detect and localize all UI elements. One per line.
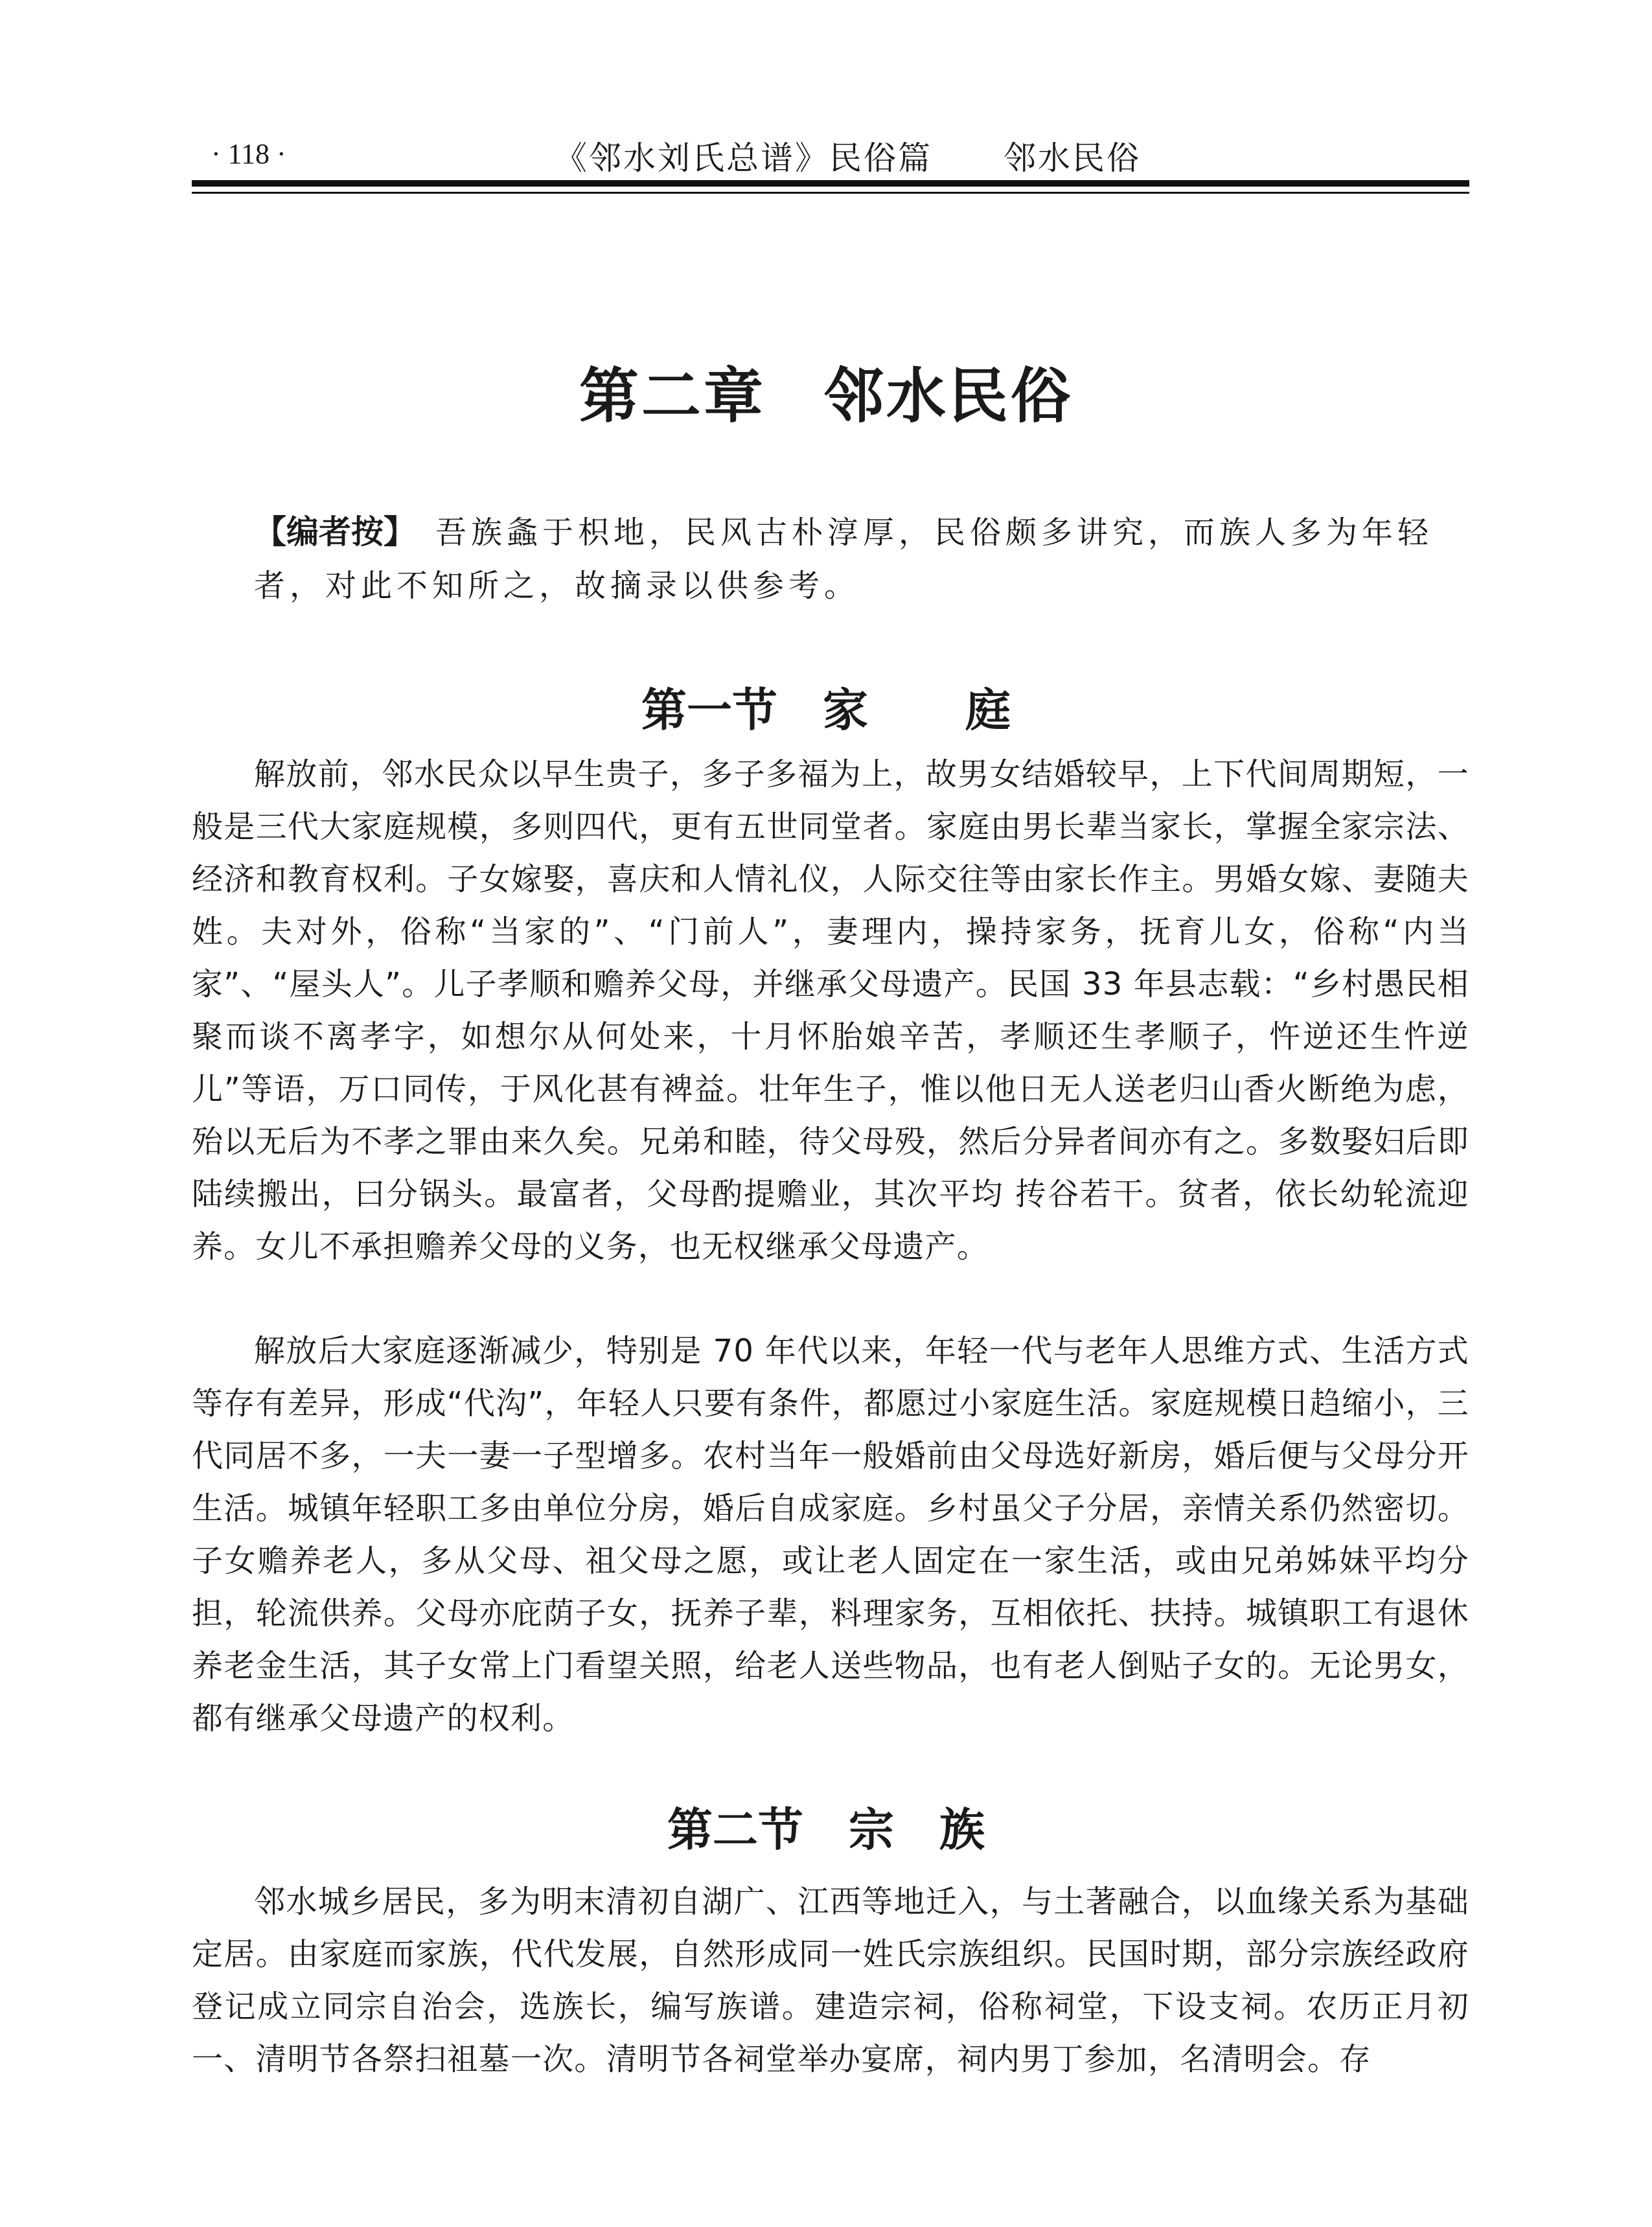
section-title-char: 族 xyxy=(939,1803,985,1856)
book-title: 《邻水刘氏总谱》民俗篇 xyxy=(555,139,932,177)
section-title-char: 庭 xyxy=(965,684,1011,737)
chapter-title: 邻水民俗 xyxy=(824,362,1073,431)
running-title xyxy=(555,132,1141,179)
section-heading-2 xyxy=(0,1794,1652,1859)
editor-note xyxy=(192,505,1469,612)
editor-note-text: 吾族螽于枳地，民风古朴淳厚，民俗颇多讲究，而族人多为年轻者，对此不知所之，故摘录以供参考。 xyxy=(254,514,1434,604)
running-header xyxy=(192,130,1469,178)
paragraph: 邻水城乡居民，多为明末清初自湖广、江西等地迁入，与土著融合，以血缘关系为基础定居。由家庭而家族，代代发展，自然形成同一姓氏宗族组织。民国时期，部分宗族经政府登记成立同宗自治会，选族长，编写族谱。建造宗祠，俗称祠堂，下设支祠。农历正月初一、清明节各祭扫祖墓一次。清明节各祠堂举办宴席，祠内男丁参加，名清明会。存 xyxy=(192,1884,1469,2077)
header-rule-thin xyxy=(192,192,1469,194)
chapter-number: 第二章 xyxy=(579,362,766,431)
section-number: 第二节 xyxy=(667,1803,803,1856)
section-heading-1 xyxy=(0,674,1652,739)
section-title-char: 家 xyxy=(823,684,868,737)
header-rule-thick xyxy=(192,180,1469,187)
section-number: 第一节 xyxy=(641,684,777,737)
paragraph: 解放后大家庭逐渐减少，特别是 70 年代以来，年轻一代与老年人思维方式、生活方式等存有差异，形成“代沟”，年轻人只要有条件，都愿过小家庭生活。家庭规模日趋缩小，三代同居不多，一夫一妻一子型增多。农村当年一般婚前由父母选好新房，婚后便与父母分开生活。城镇年轻职工多由单位分房，婚后自成家庭。乡村虽父子分居，亲情关系仍然密切。子女赡养老人，多从父母、祖父母之愿，或让老人固定在一家生活，或由兄弟姊妹平均分担，轮流供养。父母亦庇荫子女，抚养子辈，料理家务，互相依托、扶持。城镇职工有退休养老金生活，其子女常上门看望关照，给老人送些物品，也有老人倒贴子女的。无论男女，都有继承父母遗产的权利。 xyxy=(192,1333,1469,1737)
header-section-title: 邻水民俗 xyxy=(1004,139,1141,177)
editor-note-label: 【编者按】 xyxy=(254,513,416,551)
chapter-heading xyxy=(0,349,1652,434)
paragraph: 解放前，邻水民众以早生贵子，多子多福为上，故男女结婚较早，上下代间周期短，一般是三代大家庭规模，多则四代，更有五世同堂者。家庭由男长辈当家长，掌握全家宗法、经济和教育权利。子女嫁娶，喜庆和人情礼仪，人际交往等由家长作主。男婚女嫁、妻随夫姓。夫对外，俗称“当家的”、“门前人”，妻理内，操持家务，抚育儿女，俗称“内当家”、“屋头人”。儿子孝顺和赡养父母，并继承父母遗产。民国 33 年县志载：“乡村愚民相聚而谈不离孝字，如想尔从何处来，十月怀胎娘辛苦，孝顺还生孝顺子，忤逆还生忤逆儿”等语，万口同传，于风化甚有裨益。壮年生子，惟以他日无人送老归山香火断绝为虑，殆以无后为不孝之罪由来久矣。兄弟和睦，待父母殁，然后分异者间亦有之。多数娶妇后即陆续搬出，曰分锅头。最富者，父母酌提赡业，其次平均 抟谷若干。贫者，依长幼轮流迎养。女儿不承担赡养父母的义务，也无权继承父母遗产。 xyxy=(192,756,1469,1265)
page-number: · 118 · xyxy=(211,138,286,170)
section-title-char: 宗 xyxy=(849,1803,894,1856)
